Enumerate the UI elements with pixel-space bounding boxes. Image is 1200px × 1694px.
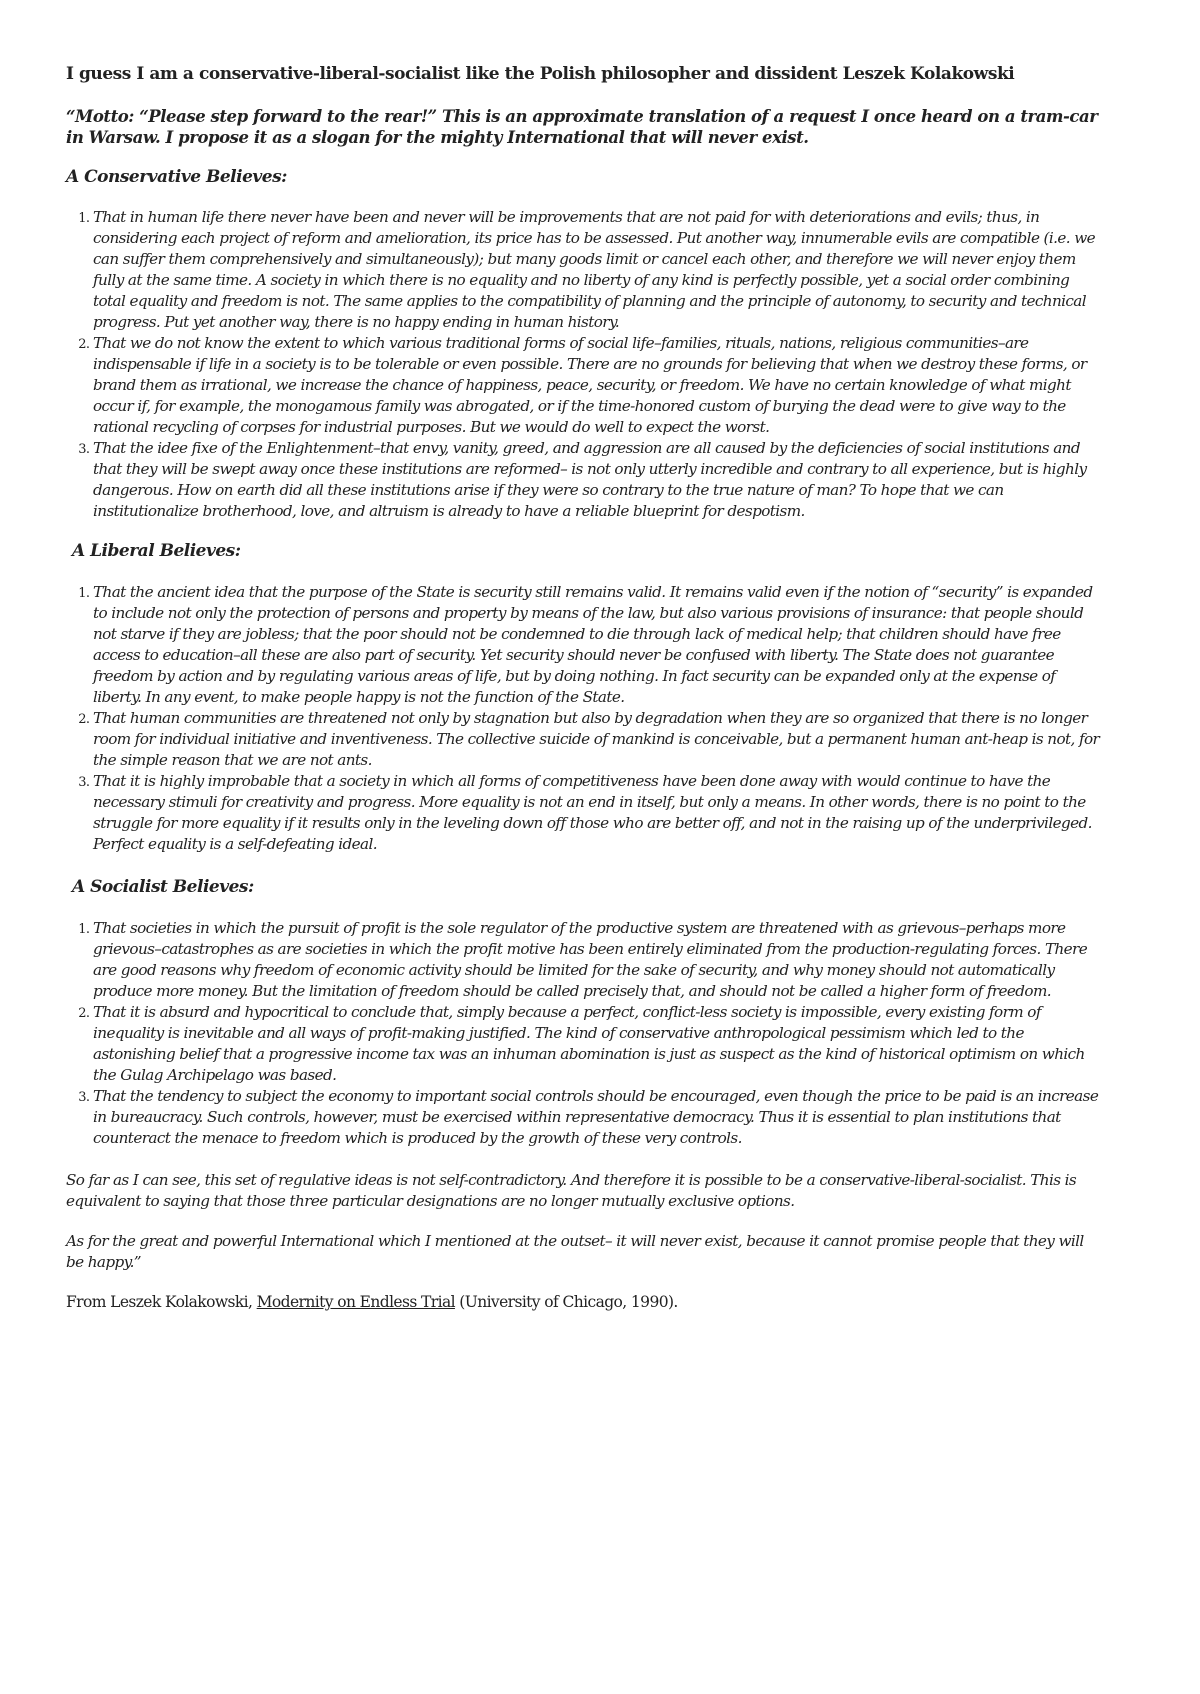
closing-paragraph: As for the great and powerful International which I mentioned at the outset– it will never exist, because it cannot promise people that they will be happy.” — [66, 1232, 1084, 1271]
source-citation — [66, 1292, 1100, 1313]
headline: I guess I am a conservative-liberal-socialist like the Polish philosopher and dissident Leszek Kolakowski — [66, 64, 1015, 84]
closing-paragraph: So far as I can see, this set of regulative ideas is not self-contradictory. And therefore it is possible to be a conservative-liberal-socialist. This is equivalent to saying that those three particular designations are no longer mutually exclusive options. — [66, 1171, 1077, 1210]
list-item: 2. That it is absurd and hypocritical to conclude that, simply because a perfect, conflict-less society is impossible, every existing form of inequality is inevitable and all ways of profit-making justified. The kind of conservative anthropological pessimism which led to the astonishing belief that a progressive income tax was an inhuman abomination is just as suspect as the kind of historical optimism on which the Gulag Archipelago was based. — [93, 1002, 1100, 1086]
socialist-beliefs-list — [66, 918, 1100, 1149]
list-item: 3. That it is highly improbable that a society in which all forms of competitiveness have been done away with would continue to have the necessary stimuli for creativity and progress. More equality is not an end in itself, but only a means. In other words, there is no point to the struggle for more equality if it results only in the leveling down off those who are better off, and not in the raising up of the underprivileged. Perfect equality is a self-defeating ideal. — [93, 771, 1100, 855]
conservative-beliefs-list — [66, 207, 1100, 522]
list-item: 2. That human communities are threatened not only by stagnation but also by degradation when they are so organized that there is no longer room for individual initiative and inventiveness. The collective suicide of mankind is conceivable, but a permanent human ant-heap is not, for the simple reason that we are not ants. — [93, 708, 1100, 771]
list-item: 1. That the ancient idea that the purpose of the State is security still remains valid. It remains valid even if the notion of “security” is expanded to include not only the protection of persons and property by means of the law, but also various provisions of insurance: that people should not starve if they are jobless; that the poor should not be condemned to die through lack of medical help; that children should have free access to education–all these are also part of security. Yet security should never be confused with liberty. The State does not guarantee freedom by action and by regulating various areas of life, but by doing nothing. In fact security can be expanded only at the expense of liberty. In any event, to make people happy is not the function of the State. — [93, 582, 1100, 708]
section-heading-socialist: A Socialist Believes: — [72, 877, 254, 897]
list-item: 1. That societies in which the pursuit of profit is the sole regulator of the productive system are threatened with as grievous–perhaps more grievous–catastrophes as are societies in which the profit motive has been entirely eliminated from the production-regulating forces. There are good reasons why freedom of economic activity should be limited for the sake of security, and why money should not automatically produce more money. But the limitation of freedom should be called precisely that, and should not be called a higher form of freedom. — [93, 918, 1100, 1002]
list-item: 2. That we do not know the extent to which various traditional forms of social life–families, rituals, nations, religious communities–are indispensable if life in a society is to be tolerable or even possible. There are no grounds for believing that when we destroy these forms, or brand them as irrational, we increase the chance of happiness, peace, security, or freedom. We have no certain knowledge of what might occur if, for example, the monogamous family was abrogated, or if the time-honored custom of burying the dead were to give way to the rational recycling of corpses for industrial purposes. But we would do well to expect the worst. — [93, 333, 1100, 438]
liberal-beliefs-list — [66, 582, 1100, 855]
source-prefix: From Leszek Kolakowski, — [66, 1293, 257, 1311]
motto-paragraph: “Motto: “Please step forward to the rear!” This is an approximate translation of a request I once heard on a tram-car in Warsaw. I propose it as a slogan for the mighty International that will never exist. — [66, 107, 1098, 147]
section-heading-liberal: A Liberal Believes: — [72, 541, 241, 561]
list-item: 3. That the idee fixe of the Enlightenment–that envy, vanity, greed, and aggression are all caused by the deficiencies of social institutions and that they will be swept away once these institutions are reformed– is not only utterly incredible and contrary to all experience, but is highly dangerous. How on earth did all these institutions arise if they were so contrary to the true nature of man? To hope that we can institutionalize brotherhood, love, and altruism is already to have a reliable blueprint for despotism. — [93, 438, 1100, 522]
book-title-link[interactable]: Modernity on Endless Trial — [256, 1293, 455, 1311]
list-item: 1. That in human life there never have been and never will be improvements that are not paid for with deteriorations and evils; thus, in considering each project of reform and amelioration, its price has to be assessed. Put another way, innumerable evils are compatible (i.e. we can suffer them comprehensively and simultaneously); but many goods limit or cancel each other, and therefore we will never enjoy them fully at the same time. A society in which there is no equality and no liberty of any kind is perfectly possible, yet a social order combining total equality and freedom is not. The same applies to the compatibility of planning and the principle of autonomy, to security and technical progress. Put yet another way, there is no happy ending in human history. — [93, 207, 1100, 333]
section-heading-conservative: A Conservative Believes: — [66, 167, 287, 187]
list-item: 3. That the tendency to subject the economy to important social controls should be encouraged, even though the price to be paid is an increase in bureaucracy. Such controls, however, must be exercised within representative democracy. Thus it is essential to plan institutions that counteract the menace to freedom which is produced by the growth of these very controls. — [93, 1086, 1100, 1149]
source-suffix: (University of Chicago, 1990). — [454, 1293, 678, 1311]
